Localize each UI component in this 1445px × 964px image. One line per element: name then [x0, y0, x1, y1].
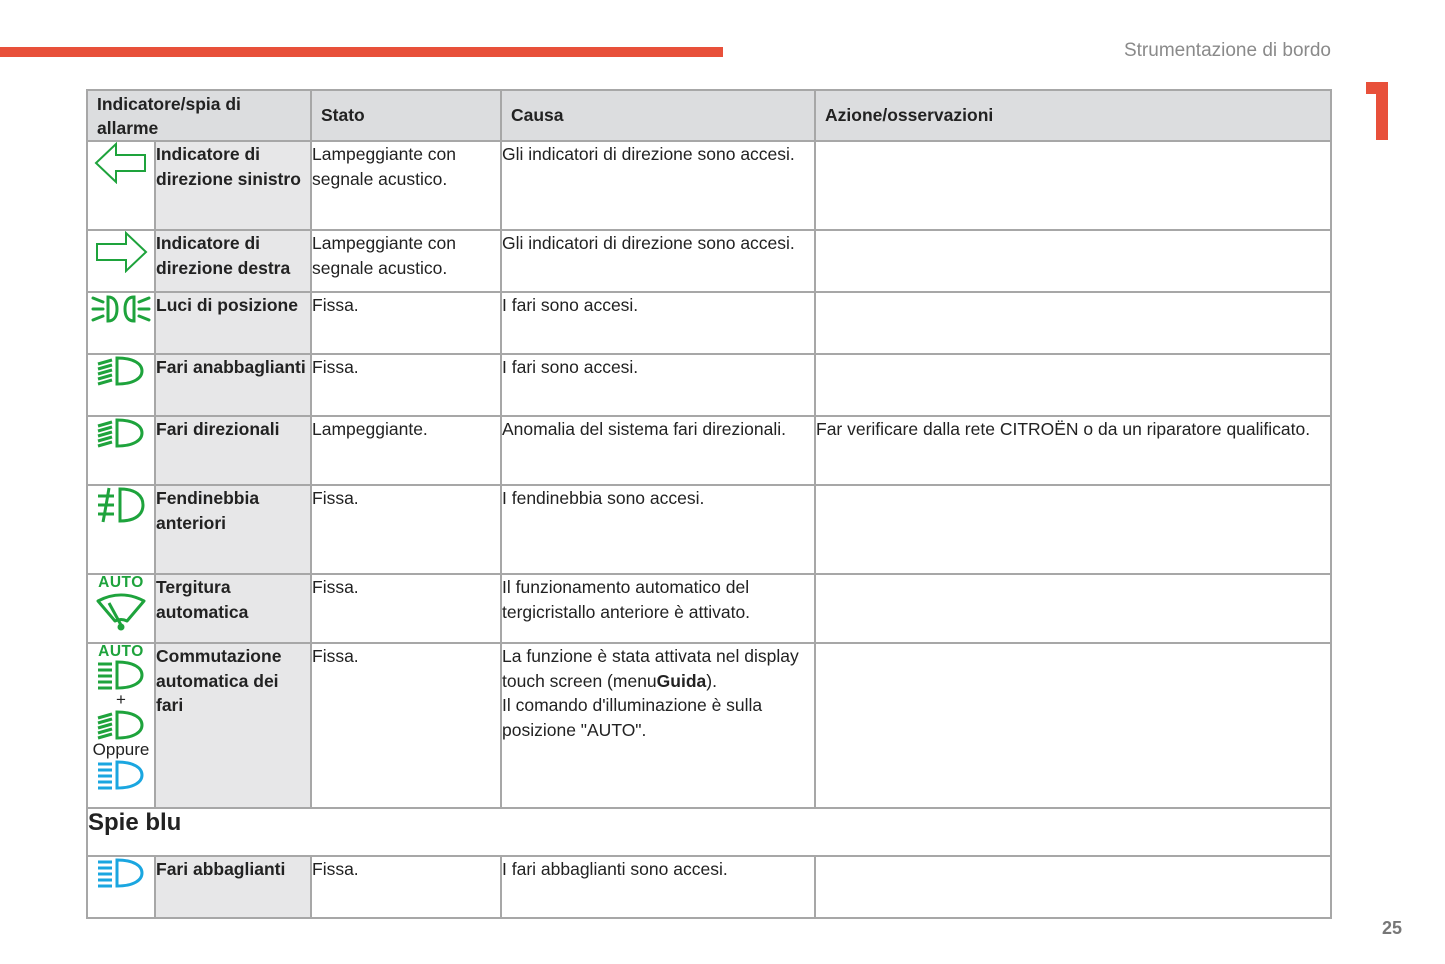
- main-beam-icon: [96, 857, 146, 889]
- azione-cell: [815, 354, 1331, 416]
- main-beam-blue-icon: [96, 760, 146, 790]
- causa-cell: Anomalia del sistema fari direzionali.: [501, 416, 815, 485]
- indicator-icon-cell: [87, 856, 155, 918]
- plus-label: +: [116, 690, 126, 709]
- azione-cell: [815, 485, 1331, 574]
- page-number: 25: [1382, 918, 1403, 938]
- causa-text-line2: Il comando d'illuminazione è sulla posizione "AUTO".: [502, 695, 763, 740]
- indicator-name: Commutazione automatica dei fari: [155, 643, 311, 808]
- indicator-name: Indicatore di direzione destra: [155, 230, 311, 292]
- causa-cell: [501, 643, 815, 808]
- warning-lights-table: [86, 89, 1332, 919]
- dipped-beam-icon: [96, 355, 146, 387]
- causa-text: La funzione è stata attivata nel display touch screen (menu: [502, 646, 799, 691]
- menu-guida-label: Guida: [656, 670, 707, 691]
- table-row: [87, 856, 1331, 918]
- column-header-indicator: Indicatore/spia di allarme: [87, 90, 311, 141]
- table-row: [87, 292, 1331, 354]
- section-row: [87, 808, 1331, 856]
- indicator-icon-cell: [87, 292, 155, 354]
- indicator-icon-cell: [87, 643, 155, 808]
- or-label: Oppure: [92, 740, 150, 759]
- causa-cell: Il funzionamento automatico del tergicristallo anteriore è attivato.: [501, 574, 815, 643]
- azione-cell: [815, 574, 1331, 643]
- auto-label: AUTO: [98, 643, 144, 660]
- indicator-name: Tergitura automatica: [155, 574, 311, 643]
- column-header-causa: Causa: [501, 90, 815, 141]
- stato-cell: Fissa.: [311, 354, 501, 416]
- indicator-name: Fari abbaglianti: [155, 856, 311, 918]
- table-row: [87, 416, 1331, 485]
- causa-cell: Gli indicatori di direzione sono accesi.: [501, 141, 815, 230]
- indicator-name: Fari anabbaglianti: [155, 354, 311, 416]
- causa-cell: I fendinebbia sono accesi.: [501, 485, 815, 574]
- table-header-row: [87, 90, 1331, 141]
- indicator-icon-cell: [87, 416, 155, 485]
- column-header-azione: Azione/osservazioni: [815, 90, 1331, 141]
- causa-text: ).: [706, 670, 717, 691]
- table-row: [87, 574, 1331, 643]
- right-turn-arrow-icon: [94, 231, 148, 273]
- stato-cell: Fissa.: [311, 856, 501, 918]
- causa-cell: Gli indicatori di direzione sono accesi.: [501, 230, 815, 292]
- indicator-icon-cell: [87, 230, 155, 292]
- stato-cell: Fissa.: [311, 292, 501, 354]
- stato-cell: Fissa.: [311, 643, 501, 808]
- causa-cell: I fari sono accesi.: [501, 354, 815, 416]
- auto-wiper-icon: [95, 591, 147, 631]
- azione-cell: [815, 230, 1331, 292]
- azione-cell: [815, 292, 1331, 354]
- dipped-beam-icon: [96, 710, 146, 740]
- position-lights-icon: [91, 293, 151, 325]
- table-row: [87, 485, 1331, 574]
- causa-cell: I fari abbaglianti sono accesi.: [501, 856, 815, 918]
- left-turn-arrow-icon: [94, 142, 148, 184]
- auto-main-beam-icon: [96, 660, 146, 690]
- indicator-icon-cell: [87, 354, 155, 416]
- table-row: [87, 230, 1331, 292]
- azione-cell: [815, 643, 1331, 808]
- table-row: [87, 643, 1331, 808]
- indicator-name: Fari direzionali: [155, 416, 311, 485]
- indicator-icon-cell: [87, 141, 155, 230]
- indicator-icon-cell: [87, 485, 155, 574]
- section-title: Strumentazione di bordo: [1123, 40, 1331, 61]
- auto-label: AUTO: [98, 574, 144, 591]
- azione-cell: [815, 141, 1331, 230]
- stato-cell: Fissa.: [311, 574, 501, 643]
- header-accent-bar: [0, 47, 723, 57]
- azione-cell: Far verificare dalla rete CITROËN o da un riparatore qualificato.: [815, 416, 1331, 485]
- stato-cell: Fissa.: [311, 485, 501, 574]
- directional-headlamps-icon: [96, 417, 146, 449]
- causa-cell: I fari sono accesi.: [501, 292, 815, 354]
- indicator-name: Indicatore di direzione sinistro: [155, 141, 311, 230]
- stato-cell: Lampeggiante con segnale acustico.: [311, 230, 501, 292]
- indicator-name: Luci di posizione: [155, 292, 311, 354]
- front-fog-lamps-icon: [96, 486, 146, 524]
- table-row: [87, 354, 1331, 416]
- section-title-spie-blu: Spie blu: [87, 808, 1331, 856]
- column-header-stato: Stato: [311, 90, 501, 141]
- indicator-icon-cell: [87, 574, 155, 643]
- table-row: [87, 141, 1331, 230]
- chapter-number: [1366, 82, 1396, 140]
- stato-cell: Lampeggiante con segnale acustico.: [311, 141, 501, 230]
- azione-cell: [815, 856, 1331, 918]
- indicator-name: Fendinebbia anteriori: [155, 485, 311, 574]
- stato-cell: Lampeggiante.: [311, 416, 501, 485]
